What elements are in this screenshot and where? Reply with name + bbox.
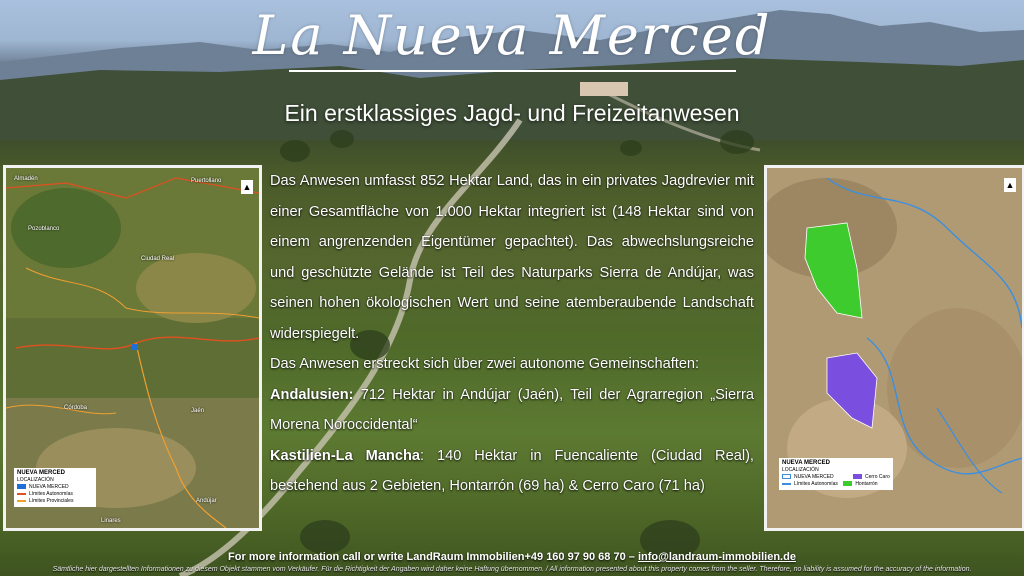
description-paragraph: Das Anwesen erstreckt sich über zwei autonome Gemeinschaften: (270, 356, 700, 372)
map-legend (779, 458, 893, 490)
legend-item: NUEVA MERCED (17, 484, 93, 491)
region-andalusia (270, 380, 754, 441)
map-place-label: Puertollano (191, 178, 222, 184)
legend-subtitle: LOCALIZACIÓN (17, 477, 54, 483)
map-place-label: Andújar (196, 498, 217, 504)
title-underline (289, 70, 736, 72)
tree (330, 130, 354, 148)
map-legend (14, 468, 96, 507)
map-place-label: Ciudad Real (141, 256, 175, 262)
region-label: Andalusien: (270, 386, 354, 403)
map-place-label: Córdoba (64, 405, 88, 411)
region-text: 712 Hektar in Andújar (Jaén), Teil der Agrarregion „Sierra Morena Noroccidental“ (270, 386, 754, 433)
location-map-left[interactable] (3, 165, 262, 531)
north-arrow-icon: ▲ (242, 182, 252, 192)
disclaimer-text: Sämtliche hier dargestellten Informationen zu diesem Objekt stammen vom Verkäufer. Für die Richtigkeit der Angaben wird daher keine Haftung übernommen. / All information presented about this property comes from the seller. Therefore, no liability is assumed for the accuracy of the information. (52, 566, 972, 573)
region-label: Kastilien-La Mancha (270, 447, 420, 464)
region-castilla (270, 441, 754, 502)
legend-item: NUEVA MERCED Cerro Caro (782, 474, 890, 481)
tree (720, 130, 754, 154)
map-place-label: Jaén (191, 408, 205, 414)
map-place-label: Almadén (14, 176, 38, 182)
legend-item: Límites Autonomías (17, 491, 93, 498)
contact-text: For more information call or write LandRaum Immobilien+49 160 97 90 68 70 – (228, 551, 638, 563)
legend-item: Límites Provinciales (17, 498, 93, 505)
property-map-right[interactable] (764, 165, 1024, 531)
legend-title: NUEVA MERCED (782, 460, 831, 466)
contact-footer (0, 551, 1024, 563)
north-arrow-icon: ▲ (1005, 180, 1015, 190)
page-subtitle: Ein erstklassiges Jagd- und Freizeitanwesen (284, 100, 740, 126)
description-text (270, 166, 754, 502)
tree (300, 520, 350, 554)
legend-item: Límites Autonomías Hontarrón (782, 481, 890, 488)
map-place-label: Linares (101, 518, 121, 524)
tree (280, 140, 310, 162)
page-title: La Nueva Merced (252, 4, 772, 67)
legend-title: NUEVA MERCED (17, 470, 66, 476)
legend-subtitle: LOCALIZACIÓN (782, 467, 819, 473)
email-link[interactable]: info@landraum-immobilien.de (637, 551, 796, 563)
region-text: : 140 Hektar in Fuencaliente (Ciudad Real), bestehend aus 2 Gebieten, Hontarrón (69 ha) & Cerro Caro (71 ha) (270, 447, 754, 494)
tree (620, 140, 642, 156)
map-place-label: Pozoblanco (28, 226, 60, 232)
description-paragraph: Das Anwesen umfasst 852 Hektar Land, das in ein privates Jagdrevier mit einer Gesamtfläche von 1.000 Hektar integriert ist (148 Hektar sind von einem angrenzenden Eigentümer gepachtet). Das abwechslungsreiche und geschützte Gelände ist Teil des Naturparks Sierra de Andújar, was seinen hohen ökologischen Wert und seine atemberaubende Landschaft widerspiegelt. (270, 173, 754, 342)
